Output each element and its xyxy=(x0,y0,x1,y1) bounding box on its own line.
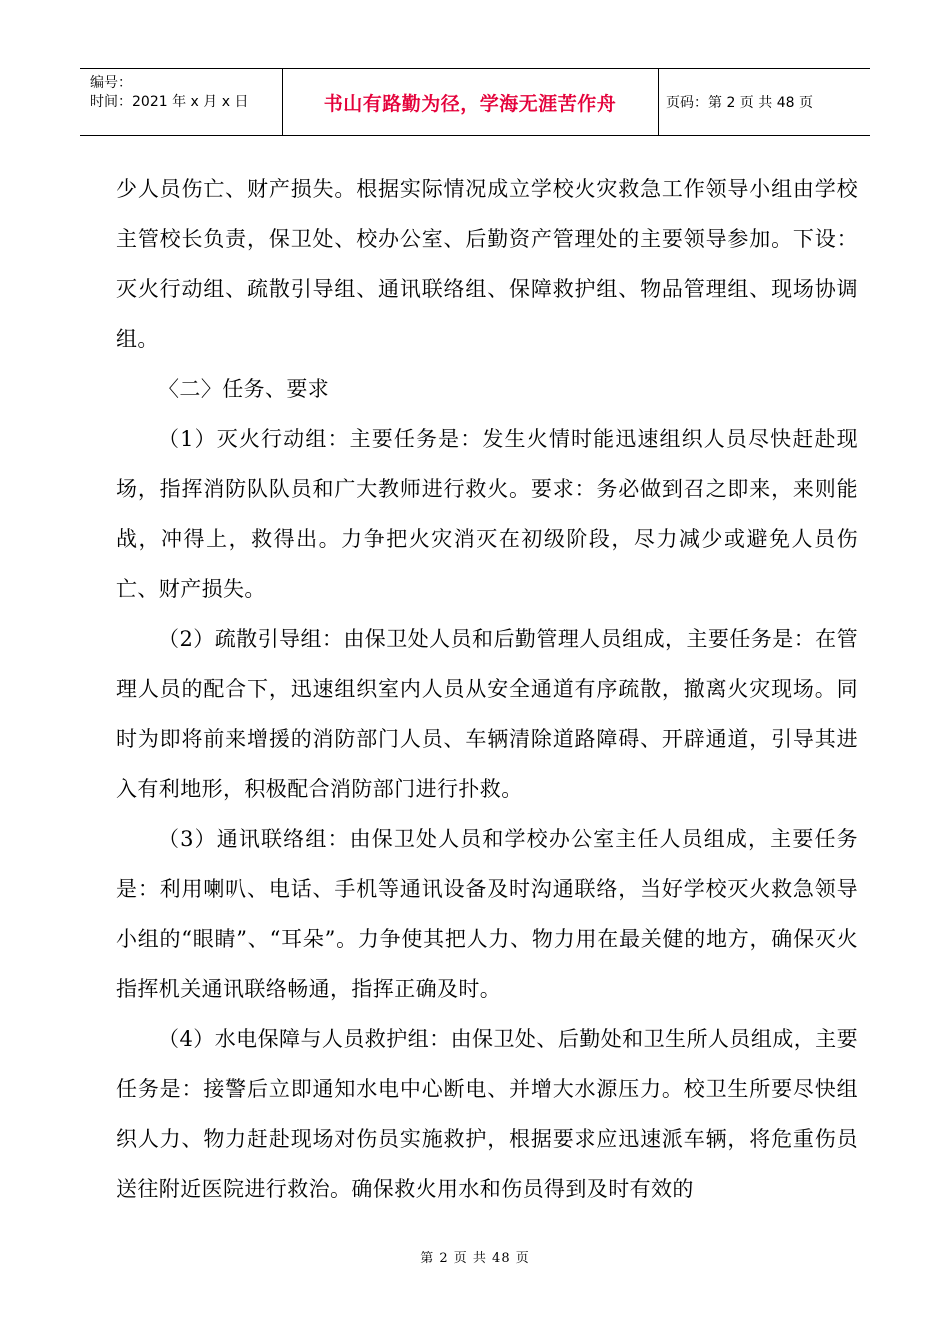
paragraph-communication-group: （3）通讯联络组：由保卫处人员和学校办公室主任人员组成，主要任务是：利用喇叭、电话、手机等通讯设备及时沟通联络，当好学校灭火救急领导小组的“眼睛”、“耳朵”。力争使其把人力、物力用在最关健的地方，确保灭火指挥机关通讯联络畅通，指挥正确及时。 xyxy=(116,827,858,1001)
document-body xyxy=(116,164,858,1214)
document-number-label: 编号： xyxy=(90,75,132,91)
document-date-label: 时间：2021 年 x 月 x 日 xyxy=(90,94,249,110)
header-page-cell xyxy=(658,69,870,135)
paragraph-fire-fighting-group: （1）灭火行动组：主要任务是：发生火情时能迅速组织人员尽快赶赴现场，指挥消防队队员和广大教师进行救火。要求：务必做到召之即来，来则能战，冲得上，救得出。力争把火灾消灭在初级阶段，尽力减少或避免人员伤亡、财产损失。 xyxy=(116,427,858,601)
paragraph-continuation: 少人员伤亡、财产损失。根据实际情况成立学校火灾救急工作领导小组由学校主管校长负责，保卫处、校办公室、后勤资产管理处的主要领导参加。下设：灭火行动组、疏散引导组、通讯联络组、保障救护组、物品管理组、现场协调组。 xyxy=(116,177,858,351)
page-footer: 第 2 页 共 48 页 xyxy=(420,1251,530,1266)
header-motto-cell xyxy=(282,69,659,135)
section-heading: 〈二〉任务、要求 xyxy=(158,377,330,401)
header-motto: 书山有路勤为径，学海无涯苦作舟 xyxy=(323,92,617,115)
header-page-code: 页码：第 2 页 共 48 页 xyxy=(666,95,813,111)
header-meta-cell xyxy=(80,69,283,135)
paragraph-rescue-group: （4）水电保障与人员救护组：由保卫处、后勤处和卫生所人员组成，主要任务是：接警后立即通知水电中心断电、并增大水源压力。校卫生所要尽快组织人力、物力赶赴现场对伤员实施救护，根据要求应迅速派车辆，将危重伤员送往附近医院进行救治。确保救火用水和伤员得到及时有效的 xyxy=(116,1027,858,1201)
paragraph-evacuation-group: （2）疏散引导组：由保卫处人员和后勤管理人员组成，主要任务是：在管理人员的配合下，迅速组织室内人员从安全通道有序疏散，撤离火灾现场。同时为即将前来增援的消防部门人员、车辆清除道路障碍、开辟通道，引导其进入有利地形，积极配合消防部门进行扑救。 xyxy=(116,627,858,801)
page-header xyxy=(80,68,870,136)
